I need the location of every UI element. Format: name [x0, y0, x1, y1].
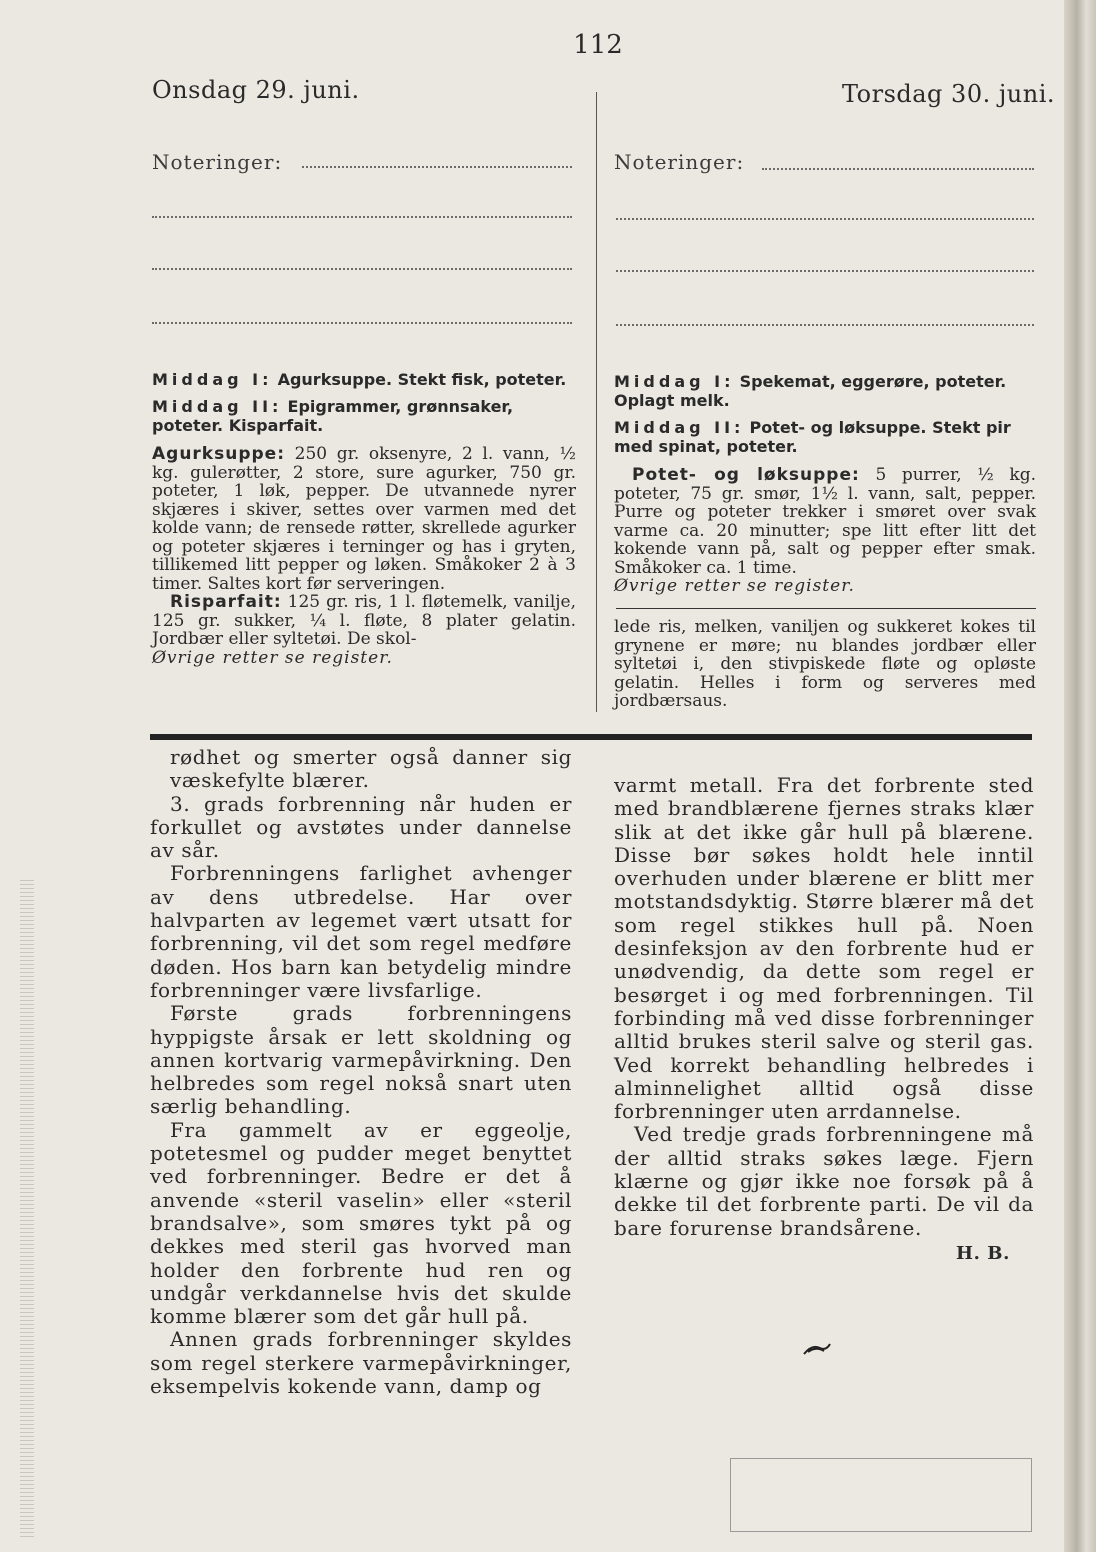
dinner-1-text: Agurksuppe. Stekt fisk, poteter.: [277, 370, 567, 389]
notes-line: [762, 168, 1034, 172]
notes-line: [616, 270, 1034, 274]
article-paragraph: Forbrenningens farlighet avhenger av dens utbredelse. Har over halvparten av legemet vært utsatt for forbrenning, vil det som regel medføre døden. Hos barn kan betydelig mindre forbrenninger være livsfarlige.: [150, 861, 572, 1002]
menu-wednesday: [152, 370, 576, 667]
page-number: 112: [573, 30, 623, 60]
recipe-heading: Agurksuppe:: [152, 444, 286, 464]
day-heading-wednesday: Onsdag 29. juni.: [152, 76, 360, 104]
article-column-left: [150, 746, 572, 1398]
menu-thursday: [614, 372, 1036, 596]
signature: H. B.: [955, 1242, 1010, 1264]
dinner-2-text: Epigrammer, grønnsaker, poteter. Kisparfait.: [152, 397, 514, 435]
page-edge: [1064, 0, 1096, 1552]
dinner-1-text: Spekemat, eggerøre, poteter. Oplagt melk.: [614, 372, 1007, 410]
dinner-2-label: Middag II:: [614, 418, 745, 437]
recipe-heading: Potet- og løksuppe:: [632, 465, 860, 485]
register-note: Øvrige retter se register.: [152, 647, 393, 668]
ornament-icon: [802, 1336, 832, 1362]
dinner-1-label: Middag I:: [614, 372, 735, 391]
article-paragraph: rødhet og smerter også danner sig væskefylte blærer.: [170, 745, 572, 793]
recipe-heading: Risparfait:: [170, 592, 282, 612]
article-column-right: [614, 774, 1034, 1265]
article-paragraph: Første grads forbrenningens hyppigste årsak er lett skoldning og annen kortvarig varmepåvirkning. Den helbredes som regel nokså snart uten særlig behandling.: [150, 1001, 572, 1119]
notes-line: [152, 322, 572, 326]
article-paragraph: 3. grads forbrenning når huden er forkullet og avstøtes under dannelse av sår.: [150, 791, 572, 863]
recipe-continuation: lede ris, melken, vaniljen og sukkeret kokes til grynene er møre; nu blandes jordbær eller syltetøi i, den stivpiskede fløte og opløste gelatin. Helles i form og serveres med jordbærsaus.: [614, 617, 1036, 711]
dinner-1-label: Middag I:: [152, 370, 273, 389]
article-paragraph: varmt metall. Fra det forbrente sted med brandblærene fjernes straks klær slik at det ikke går hull på blærene. Disse bør søkes holdt hele inntil overhuden under blærene er blitt mer motstandsdyktig. Større blærer må det som regel stikkes hull på. Noen desinfeksjon av den forbrente hud er unødvendig, da dette som regel er besørget i og med forbrenningen. Til forbinding må ved disse forbrenninger alltid brukes steril salve og steril gas. Ved korrekt behandling helbredes i alminnelighet alltid også disse forbrenninger uten arrdannelse.: [614, 773, 1034, 1124]
article-paragraph: Annen grads forbrenninger skyldes som regel sterkere varmepåvirkninger, eksempelvis kokende vann, damp og: [150, 1327, 572, 1399]
notes-line: [302, 166, 572, 170]
recipe-text: 125 gr. ris, 1 l. fløtemelk, vanilje, 125 gr. sukker, ¼ l. fløte, 8 plater gelatin. Jordbær eller syltetøi. De skol-: [152, 592, 576, 649]
notes-label-right: Noteringer:: [614, 150, 745, 174]
notes-line: [616, 324, 1034, 328]
recipe-text: 250 gr. oksenyre, 2 l. vann, ½ kg. gulerøtter, 2 store, sure agurker, 750 gr. poteter, 1 løk, pepper. De utvannede nyrer skjæres i skiver, settes over varmen med det kolde vann; de rensede røtter, skrellede agurker og poteter skjæres i terninger og has i gryten, tillikemed litt pepper og løken. Småkoker 2 à 3 timer. Saltes kort før serveringen.: [152, 444, 576, 594]
dinner-2-text: Potet- og løksuppe. Stekt pir med spinat, poteter.: [614, 418, 1011, 456]
section-rule: [616, 608, 1036, 609]
register-note: Øvrige retter se register.: [614, 576, 855, 596]
notes-line: [152, 268, 572, 272]
article-paragraph: Fra gammelt av er eggeolje, potetesmel og pudder meget benyttet ved forbrenninger. Bedre er det å anvende «steril vaselin» eller «steril brandsalve», som smøres tykt på og dekkes med steril gas hvorved man holder den forbrente hud ren og undgår verkdannelse hvis det skulde komme blærer som det går hull på.: [150, 1117, 572, 1329]
article-paragraph: Ved tredje grads forbrenningene må der alltid straks søkes læge. Fjern klærne og gjør ikke noe forsøk på å dekke til det forbrente parti. De vil da bare forurense brandsårene.: [614, 1122, 1034, 1240]
column-divider: [596, 92, 597, 712]
notes-line: [616, 218, 1034, 222]
recipe-text: 5 purrer, ½ kg. poteter, 75 gr. smør, 1½ l. vann, salt, pepper. Purre og poteter trekker i smøret over svak varme ca. 20 minutter; spe litt efter litt det kokende vann på, salt og pepper efter smak. Småkoker ca. 1 time.: [614, 465, 1036, 578]
notes-label-left: Noteringer:: [152, 150, 283, 174]
dinner-2-label: Middag II:: [152, 397, 283, 416]
section-divider-bar: [150, 734, 1032, 740]
notes-line: [152, 216, 572, 220]
scan-margin-lines: [20, 880, 34, 1540]
day-heading-thursday: Torsdag 30. juni.: [842, 80, 1056, 108]
library-stamp-box: [730, 1458, 1032, 1532]
